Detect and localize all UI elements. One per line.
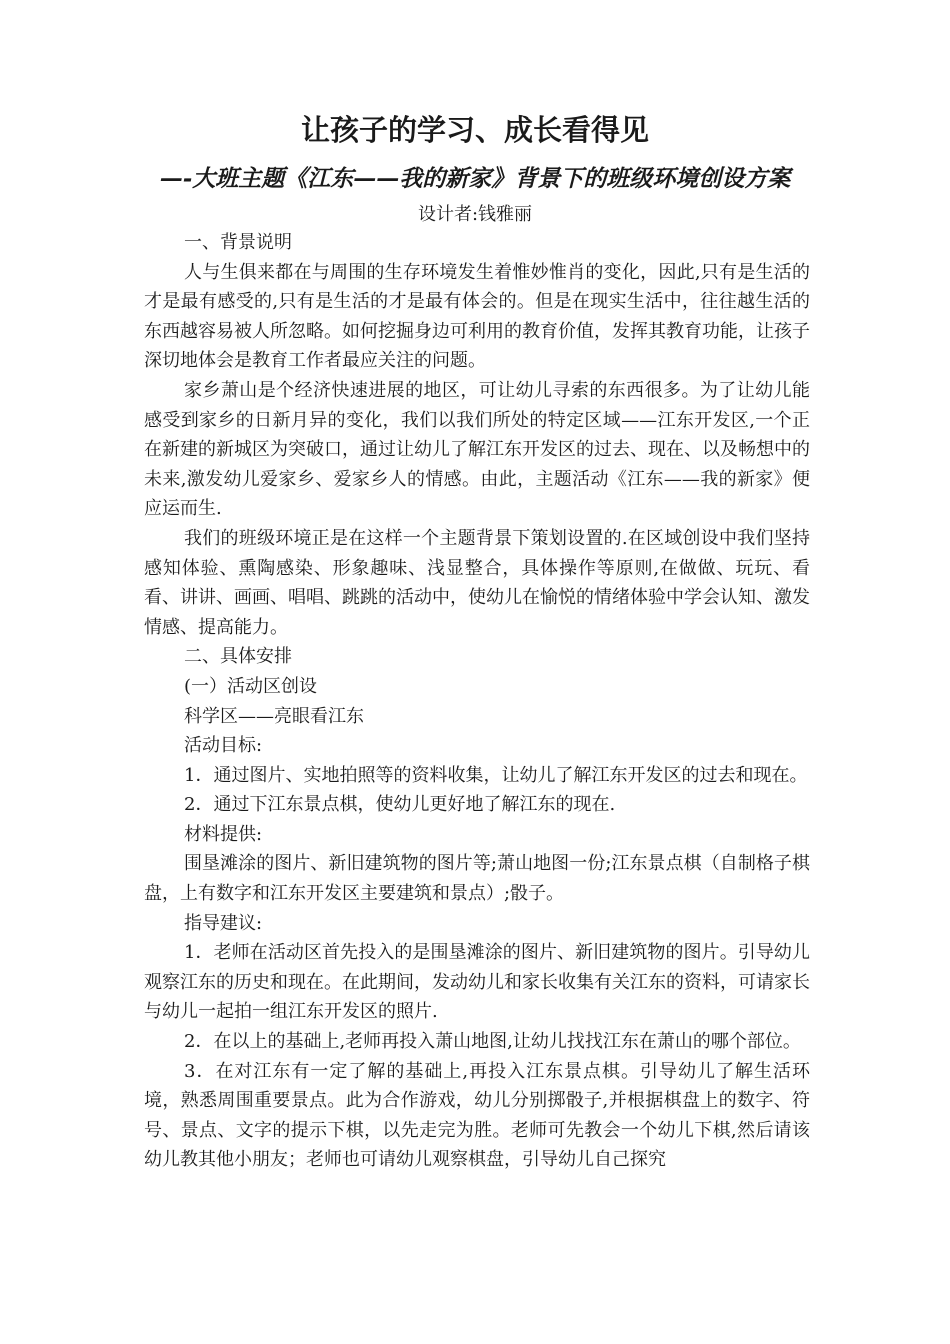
list-item: 1．通过图片、实地拍照等的资料收集，让幼儿了解江东开发区的过去和现在。: [184, 764, 808, 786]
paragraph: 围垦滩涂的图片、新旧建筑物的图片等;萧山地图一份;江东景点棋（自制格子棋盘，上有数字和江东开发区主要建筑和景点）;骰子。: [144, 853, 810, 905]
document-author: 设计者:钱雅丽: [417, 204, 533, 225]
paragraph: 家乡萧山是个经济快速进展的地区，可让幼儿寻索的东西很多。为了让幼儿能感受到家乡的日新月异的变化，我们以我们所处的特定区域——江东开发区,一个正在新建的新城区为突破口，通过让幼儿了解江东开发区的过去、现在、以及畅想中的未来,激发幼儿爱家乡、爱家乡人的情感。由此，主题活动《江东——我的新家》便应运而生.: [144, 379, 810, 520]
subsection-heading: (一）活动区创设: [184, 675, 318, 697]
label-goals: 活动目标:: [184, 735, 263, 757]
label-guidance: 指导建议:: [184, 912, 263, 934]
paragraph: 人与生俱来都在与周围的生存环境发生着惟妙惟肖的变化，因此,只有是生活的才是最有感受的,只有是生活的才是最有体会的。但是在现实生活中，往往越生活的东西越容易被人所忽略。如何挖掘身边可利用的教育价值，发挥其教育功能，让孩子深切地体会是教育工作者最应关注的问题。: [144, 261, 810, 372]
document-subtitle: —-大班主题《江东——我的新家》背景下的班级环境创设方案: [159, 165, 791, 192]
list-item: 2．在以上的基础上,老师再投入萧山地图,让幼儿找找江东在萧山的哪个部位。: [184, 1031, 801, 1053]
document-title: 让孩子的学习、成长看得见: [300, 113, 649, 147]
document-body: [144, 228, 810, 1175]
list-item: 2．通过下江东景点棋，使幼儿更好地了解江东的现在.: [184, 794, 616, 816]
list-item: 3．在对江东有一定了解的基础上,再投入江东景点棋。引导幼儿了解生活环境，熟悉周围重要景点。此为合作游戏，幼儿分别掷骰子,并根据棋盘上的数字、符号、景点、文字的提示下棋，以先走完为胜。老师可先教会一个幼儿下棋,然后请该幼儿教其他小朋友；老师也可请幼儿观察棋盘，引导幼儿自己探究: [144, 1060, 810, 1171]
label-materials: 材料提供:: [184, 823, 263, 845]
section-heading-arrangement: 二、具体安排: [184, 646, 292, 668]
section-heading-background: 一、背景说明: [184, 232, 292, 253]
area-heading: 科学区——亮眼看江东: [184, 705, 364, 727]
paragraph: 我们的班级环境正是在这样一个主题背景下策划设置的.在区域创设中我们坚持感知体验、熏陶感染、形象趣味、浅显整合，具体操作等原则,在做做、玩玩、看看、讲讲、画画、唱唱、跳跳的活动中，使幼儿在愉悦的情绪体验中学会认知、激发情感、提高能力。: [144, 527, 810, 638]
list-item: 1．老师在活动区首先投入的是围垦滩涂的图片、新旧建筑物的图片。引导幼儿观察江东的历史和现在。在此期间，发动幼儿和家长收集有关江东的资料，可请家长与幼儿一起拍一组江东开发区的照片.: [144, 942, 810, 1023]
